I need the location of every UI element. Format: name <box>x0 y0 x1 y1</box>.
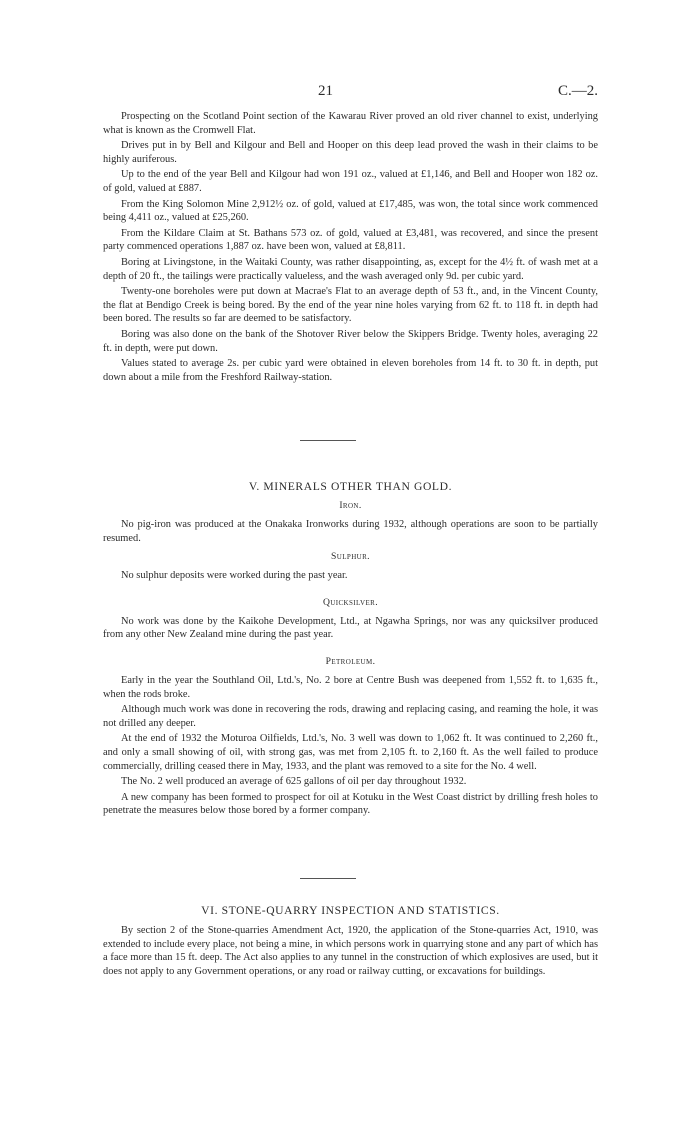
page-number: 21 <box>318 83 333 99</box>
minerals-section <box>103 480 598 820</box>
paragraph: Twenty-one boreholes were put down at Macrae's Flat to an average depth of 53 ft., and, in the Vincent County, the flat at Bendigo Creek is being bored. By the end of the year nine holes varying from 62 ft. to 118 ft. in depth had been bored. The results so far are deemed to be satisfactory. <box>103 286 598 325</box>
paragraph: Although much work was done in recovering the rods, drawing and replacing casing, and reaming the hole, it was not drilled any deeper. <box>103 704 598 729</box>
subheading-iron: Iron. <box>339 500 362 511</box>
paragraph: No pig-iron was produced at the Onakaka Ironworks during 1932, although operations are soon to be partially resumed. <box>103 519 598 544</box>
paragraph: Early in the year the Southland Oil, Ltd.'s, No. 2 bore at Centre Bush was deepened from 1,552 ft. to 1,635 ft., when the rods broke. <box>103 674 598 700</box>
paragraph: From the King Solomon Mine 2,912½ oz. of gold, valued at £17,485, was won, the total since work commenced being 4,411 oz., valued at £25,260. <box>103 198 598 224</box>
paragraph: No sulphur deposits were worked during the past year. <box>121 570 348 582</box>
quarry-section <box>103 904 598 980</box>
section-title: VI. STONE-QUARRY INSPECTION AND STATISTICS. <box>201 904 500 917</box>
paragraph: Values stated to average 2s. per cubic yard were obtained in eleven boreholes from 14 ft. to 30 ft. in depth, put down about a mile from the Freshford Railway-station. <box>103 358 598 383</box>
paragraph: From the Kildare Claim at St. Bathans 573 oz. of gold, valued at £3,481, was recovered, and since the present party commenced operations 1,887 oz. have been won, valued at £8,811. <box>103 227 598 253</box>
section-divider <box>300 878 356 879</box>
subheading-sulphur: Sulphur. <box>331 551 370 563</box>
paragraph: Boring was also done on the bank of the Shotover River below the Skippers Bridge. Twenty holes, averaging 22 ft. in depth, were put down. <box>103 328 598 354</box>
paragraph: A new company has been formed to prospect for oil at Kotuku in the West Coast district by drilling fresh holes to penetrate the measures below those bored by a former company. <box>103 791 598 817</box>
gold-section <box>103 110 598 386</box>
paragraph: By section 2 of the Stone-quarries Amendment Act, 1920, the application of the Stone-quarries Act, 1910, was extended to include every place, not being a mine, in which persons work in quarrying stone and any part of which has a face more than 15 ft. deep. The Act also applies to any tunnel in the construction of which explosives are used, but it does not apply to any Government operations, or any road or railway cutting, or excavations for buildings. <box>103 925 598 977</box>
paragraph: At the end of 1932 the Moturoa Oilfields, Ltd.'s, No. 3 well was down to 1,062 ft. It was continued to 2,260 ft., and only a small showing of oil, with strong gas, was met from 2,105 ft. to 2,160 ft. As the well failed to produce commercially, drilling ceased there in May, 1933, and the plant was removed to a site for the No. 4 well. <box>103 733 598 772</box>
paragraph: Boring at Livingstone, in the Waitaki County, was rather disappointing, as, except for the 4½ ft. of wash met at a depth of 20 ft., the tailings were practically valueless, and the wash averaged only 9d. per cubic yard. <box>103 256 598 282</box>
paragraph: Prospecting on the Scotland Point section of the Kawarau River proved an old river channel to exist, underlying what is known as the Cromwell Flat. <box>103 111 598 136</box>
paragraph: The No. 2 well produced an average of 625 gallons of oil per day throughout 1932. <box>121 776 467 788</box>
paragraph: Drives put in by Bell and Kilgour and Bell and Hooper on this deep lead proved the wash in their claims to be highly auriferous. <box>103 140 598 165</box>
section-title: V. MINERALS OTHER THAN GOLD. <box>248 480 453 493</box>
document-reference: C.—2. <box>557 83 598 99</box>
subheading-petroleum: Petroleum. <box>325 655 376 667</box>
page-header <box>0 83 700 103</box>
paragraph: Up to the end of the year Bell and Kilgour had won 191 oz., valued at £1,146, and Bell and Hooper won 182 oz. of gold, valued at £887. <box>103 169 598 194</box>
subheading-quicksilver: Quicksilver. <box>322 596 379 608</box>
section-divider <box>300 440 356 441</box>
paragraph: No work was done by the Kaikohe Development, Ltd., at Ngawha Springs, nor was any quicksilver produced from any other New Zealand mine during the past year. <box>103 615 598 641</box>
